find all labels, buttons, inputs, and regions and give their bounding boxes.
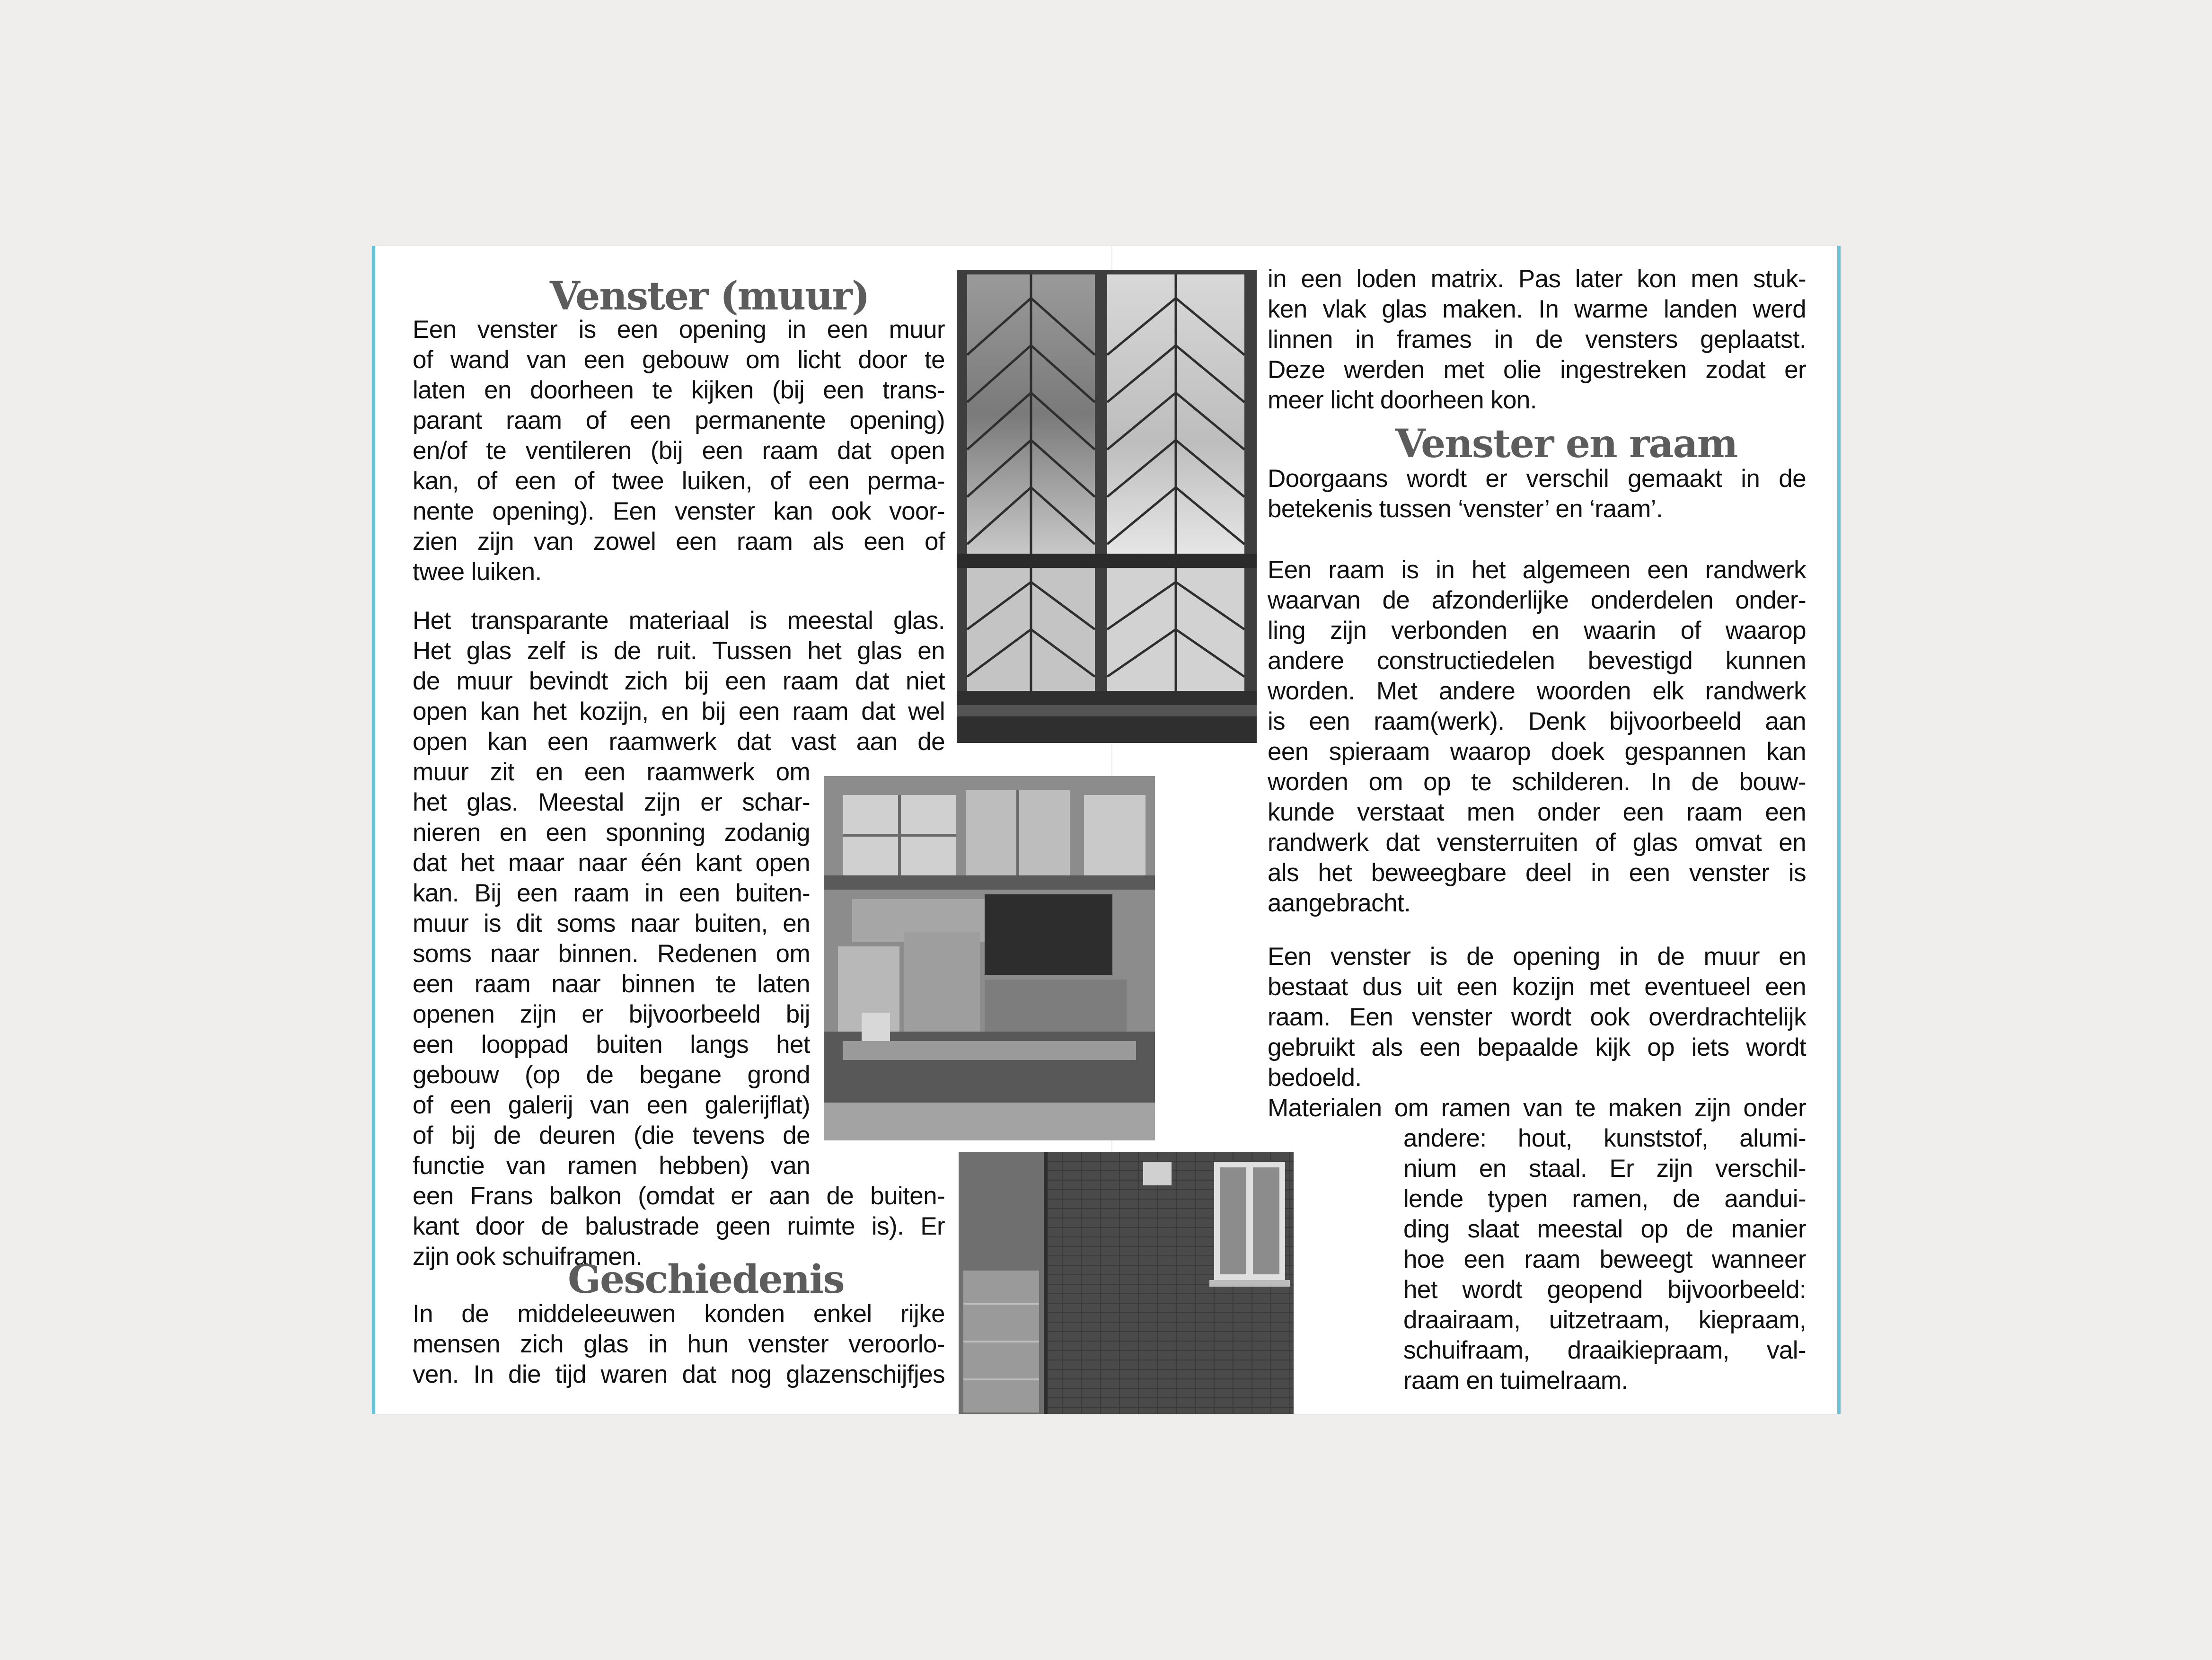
paragraph-material-narrow [413, 757, 810, 1181]
text-line: een spieraam waarop doek gespannen kan [1268, 738, 1806, 766]
text-line: of wand van een gebouw om licht door te [413, 346, 945, 374]
text-line: aangebracht. [1268, 889, 1411, 917]
text-line: nium en staal. Er zijn verschil- [1403, 1155, 1806, 1183]
text-line: soms naar binnen. Redenen om [413, 940, 810, 968]
text-line: nieren en een sponning zodanig [413, 819, 810, 847]
text-line: open kan het kozijn, en bij een raam dat wel [413, 698, 945, 725]
text-line: dat het maar naar één kant open [413, 849, 810, 877]
text-line: nente opening). Een venster kan ook voor- [413, 497, 945, 525]
paragraph-materialen-narrow [1403, 1123, 1806, 1396]
text-line: andere: hout, kunststof, alumi- [1403, 1124, 1806, 1152]
text-line: kunde verstaat men onder een raam een [1268, 798, 1806, 826]
text-line: Een raam is in het algemeen een randwerk [1268, 556, 1806, 584]
text-line: In de middeleeuwen konden enkel rijke [413, 1300, 945, 1328]
text-line: een Frans balkon (omdat er aan de buiten- [413, 1182, 945, 1210]
text-line: zien zijn van zowel een raam als een of [413, 528, 945, 556]
text-line: of een galerij van een galerijflat) [413, 1091, 810, 1119]
text-line: parant raam of een permanente opening) [413, 406, 945, 434]
text-line: muur zit en een raamwerk om [413, 758, 810, 786]
text-line: is een raam(werk). Denk bijvoorbeeld aan [1268, 707, 1806, 735]
booklet-spread [372, 246, 1841, 1414]
text-line: ven. In die tijd waren dat nog glazenschijfjes [413, 1360, 945, 1388]
text-line: Het transparante materiaal is meestal glas. [413, 607, 945, 635]
paragraph-material-top [413, 606, 945, 757]
text-line: worden om op te schilderen. In de bouw- [1268, 768, 1806, 796]
text-line: een raam naar binnen te laten [413, 970, 810, 998]
paragraph-doorgaans [1268, 464, 1806, 524]
text-line: in een loden matrix. Pas later kon men stuk- [1268, 265, 1806, 293]
paragraph-history-continued [1268, 264, 1806, 415]
text-line: kan. Bij een raam in een buiten- [413, 879, 810, 907]
text-line: worden. Met andere woorden elk randwerk [1268, 677, 1806, 705]
text-line: bestaat dus uit een kozijn met eventueel een [1268, 973, 1806, 1001]
text-line: gebruikt als een bepaalde kijk op iets wordt [1268, 1033, 1806, 1061]
text-line: andere constructiedelen bevestigd kunnen [1268, 647, 1806, 675]
text-line: zijn ook schuiframen. [413, 1243, 643, 1271]
spine-edge-right [1837, 246, 1841, 1414]
text-line: als het beweegbare deel in een venster is [1268, 859, 1806, 887]
text-line: Materialen om ramen van te maken zijn onder [1268, 1094, 1806, 1122]
leaded-glass-window-photo [957, 270, 1257, 743]
text-line: lende typen ramen, de aandui- [1403, 1185, 1806, 1213]
heading-venster-muur: Venster (muur) [550, 274, 869, 319]
text-line: waarvan de afzonderlijke onderdelen onder- [1268, 586, 1806, 614]
text-line: Het glas zelf is de ruit. Tussen het glas en [413, 637, 945, 665]
text-line: kan, of een of twee luiken, of een perma- [413, 467, 945, 495]
text-line: en/of te ventileren (bij een raam dat open [413, 437, 945, 465]
paragraph-history [413, 1299, 945, 1390]
text-line: hoe een raam beweegt wanneer [1403, 1245, 1806, 1273]
text-line: ken vlak glas maken. In warme landen werd [1268, 295, 1806, 323]
paragraph-intro [413, 315, 945, 587]
text-line: randwerk dat vensterruiten of glas omvat en [1268, 829, 1806, 856]
text-line: de muur bevindt zich bij een raam dat niet [413, 667, 945, 695]
text-line: Een venster is een opening in een muur [413, 316, 945, 344]
heading-geschiedenis: Geschiedenis [568, 1257, 844, 1302]
text-line: Een venster is de opening in de muur en [1268, 943, 1806, 971]
text-line: kant door de balustrade geen ruimte is). Er [413, 1212, 945, 1240]
text-line: ling zijn verbonden en waarin of waarop [1268, 617, 1806, 645]
text-line: muur is dit soms naar buiten, en [413, 909, 810, 937]
text-line: mensen zich glas in hun venster veroorlo- [413, 1330, 945, 1358]
text-line: Deze werden met olie ingestreken zodat er [1268, 356, 1806, 384]
text-line: twee luiken. [413, 558, 542, 586]
paragraph-materialen-first [1268, 1093, 1806, 1123]
text-line: betekenis tussen ‘venster’ en ‘raam’. [1268, 495, 1663, 523]
heading-venster-en-raam: Venster en raam [1395, 421, 1737, 467]
text-line: schuifraam, draaikiepraam, val- [1403, 1336, 1806, 1364]
spine-edge-left [372, 246, 375, 1414]
text-line: een looppad buiten langs het [413, 1031, 810, 1059]
text-line: het glas. Meestal zijn er schar- [413, 788, 810, 816]
paragraph-raam [1268, 555, 1806, 918]
text-line: open kan een raamwerk dat vast aan de [413, 728, 945, 756]
office-interior-photo [824, 776, 1155, 1140]
text-line: gebouw (op de begane grond [413, 1061, 810, 1089]
paragraph-venster [1268, 942, 1806, 1093]
text-line: openen zijn er bijvoorbeeld bij [413, 1000, 810, 1028]
text-line: linnen in frames in de vensters geplaatst. [1268, 326, 1806, 353]
text-line: ding slaat meestal op de manier [1403, 1215, 1806, 1243]
text-line: Doorgaans wordt er verschil gemaakt in de [1268, 465, 1806, 493]
text-line: raam en tuimelraam. [1403, 1367, 1628, 1395]
text-line: het wordt geopend bijvoorbeeld: [1403, 1276, 1806, 1304]
text-line: draairaam, uitzetraam, kiepraam, [1403, 1306, 1806, 1334]
text-line: bedoeld. [1268, 1064, 1362, 1092]
text-line: meer licht doorheen kon. [1268, 386, 1537, 414]
text-line: laten en doorheen te kijken (bij een trans- [413, 376, 945, 404]
brick-facade-photo [959, 1152, 1294, 1414]
text-line: of bij de deuren (die tevens de [413, 1121, 810, 1149]
text-line: functie van ramen hebben) van [413, 1152, 810, 1180]
text-line: raam. Een venster wordt ook overdrachtelijk [1268, 1003, 1806, 1031]
